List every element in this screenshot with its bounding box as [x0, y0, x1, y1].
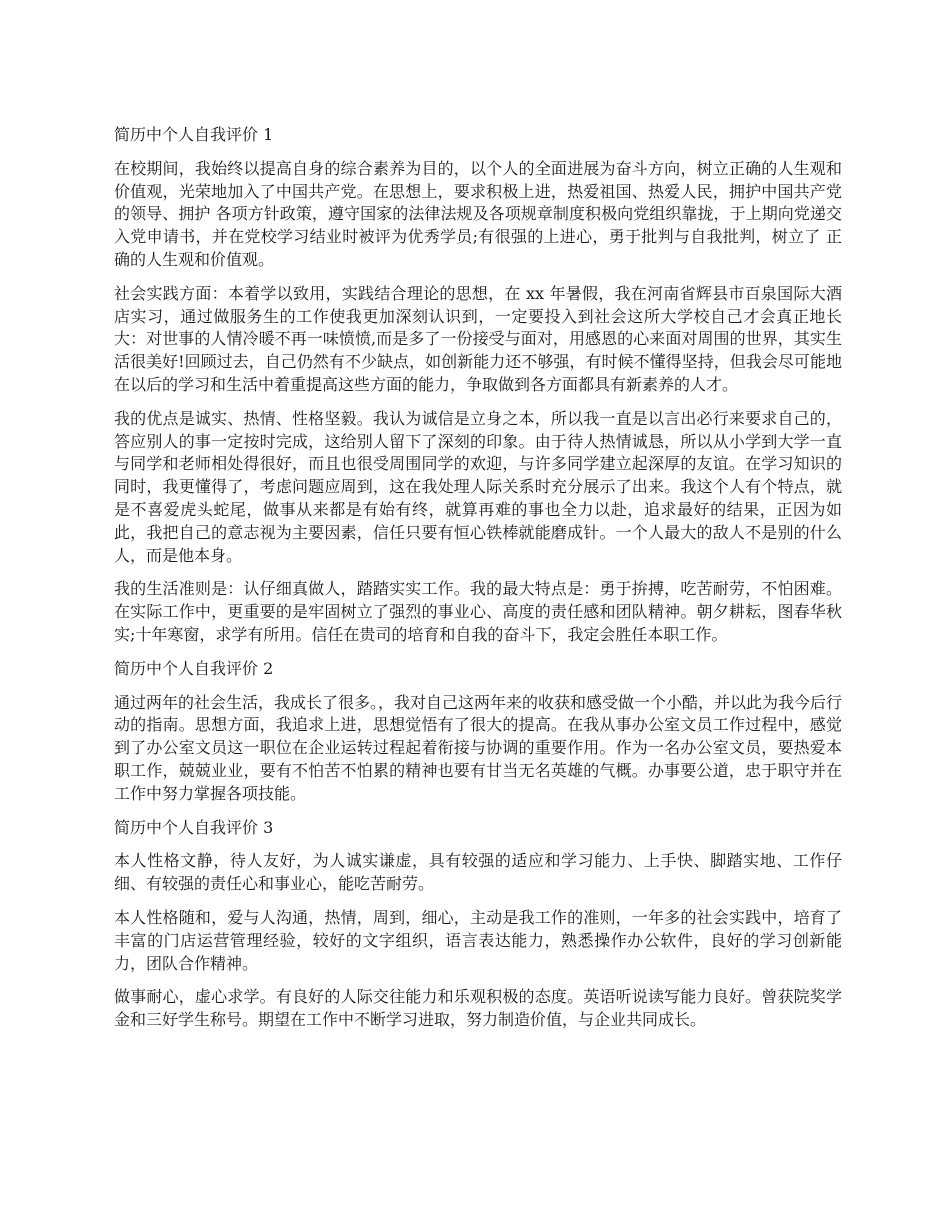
paragraph-strengths: 我的优点是诚实、热情、性格坚毅。我认为诚信是立身之本，所以我一直是以言出必行来要求自己的，答应别人的事一定按时完成，这给别人留下了深刻的印象。由于待人热情诚恳，所以从小学到大学一直与同学和老师相处得很好，而且也很受周围同学的欢迎，与许多同学建立起深厚的友谊。在学习知识的同时，我更懂得了，考虑问题应周到，这在我处理人际关系时充分展示了出来。我这个人有个特点，就是不喜爱虎头蛇尾，做事从来都是有始有终，就算再难的事也全力以赴，追求最好的结果，正因为如此，我把自己的意志视为主要因素，信任只要有恒心铁棒就能磨成针。一个人最大的敌人不是别的什么人，而是他本身。: [114, 408, 842, 565]
paragraph-social-practice: 社会实践方面：本着学以致用，实践结合理论的思想，在 xx 年暑假，我在河南省辉县市百泉国际大酒店实习，通过做服务生的工作使我更加深刻认识到，一定要投入到社会这所大学校自己才会真正地长大：对世事的人情冷暖不再一味愤愤,而是多了一份接受与面对，用感恩的心来面对周围的世界，其实生活很美好!回顾过去，自己仍然有不少缺点，如创新能力还不够强，有时候不懂得坚持，但我会尽可能地在以后的学习和生活中着重提高这些方面的能力，争取做到各方面都具有新素养的人才。: [114, 283, 842, 394]
paragraph-school-period: 在校期间，我始终以提高自身的综合素养为目的，以个人的全面进展为奋斗方向，树立正确的人生观和价值观，光荣地加入了中国共产党。在思想上，要求积极上进，热爱祖国、热爱人民，拥护中国共产党的领导、拥护 各项方针政策，遵守国家的法律法规及各项规章制度积极向党组织靠拢，于上期向党递交入党申请书，并在党校学习结业时被评为优秀学员;有很强的上进心，勇于批判与自我批判，树立了 正确的人生观和价值观。: [114, 158, 842, 269]
paragraph-life-principles: 我的生活准则是：认仔细真做人，踏踏实实工作。我的最大特点是：勇于拚搏，吃苦耐劳，不怕困难。在实际工作中，更重要的是牢固树立了强烈的事业心、高度的责任感和团队精神。朝夕耕耘，图春华秋实;十年寒窗，求学有所用。信任在贵司的培育和自我的奋斗下，我定会胜任本职工作。: [114, 579, 842, 644]
section-heading-3: 简历中个人自我评价 3: [114, 817, 274, 837]
paragraph-work-attitude: 做事耐心，虚心求学。有良好的人际交往能力和乐观积极的态度。英语听说读写能力良好。曾获院奖学金和三好学生称号。期望在工作中不断学习进取，努力制造价值，与企业共同成长。: [114, 987, 842, 1030]
paragraph-personality-easygoing: 本人性格随和，爱与人沟通，热情，周到，细心，主动是我工作的准则，一年多的社会实践中，培育了丰富的门店运营管理经验，较好的文字组织，语言表达能力，熟悉操作办公软件，良好的学习创新能力，团队合作精神。: [114, 907, 842, 973]
paragraph-personality-quiet: 本人性格文静，待人友好，为人诚实谦虚，具有较强的适应和学习能力、上手快、脚踏实地、工作仔细、有较强的责任心和事业心，能吃苦耐劳。: [114, 851, 842, 894]
section-heading-1: 简历中个人自我评价 1: [114, 125, 274, 144]
section-heading-2: 简历中个人自我评价 2: [114, 658, 274, 678]
document-body: [114, 124, 842, 1043]
paragraph-two-years-growth: 通过两年的社会生活，我成长了很多。，我对自己这两年来的收获和感受做一个小酷，并以此为我今后行动的指南。思想方面，我追求上进，思想觉悟有了很大的提高。在我从事办公室文员工作过程中，感觉到了办公室文员这一职位在企业运转过程起着衔接与协调的重要作用。作为一名办公室文员，要热爱本职工作，兢兢业业，要有不怕苦不怕累的精神也要有甘当无名英雄的气概。办事要公道，忠于职守并在工作中努力掌握各项技能。: [114, 692, 843, 803]
